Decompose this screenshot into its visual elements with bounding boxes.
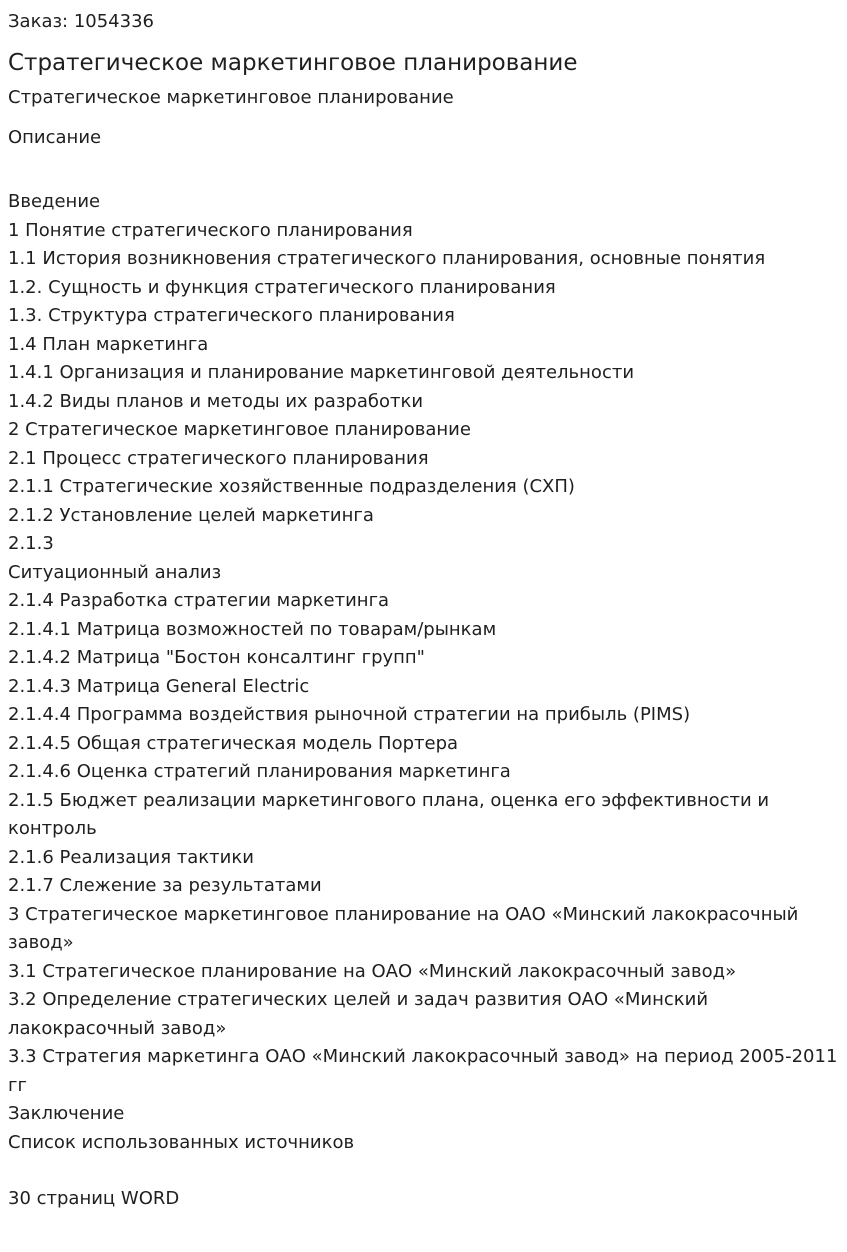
toc-item: 2.1 Процесс стратегического планирования [8,447,429,469]
page-count-note: 30 страниц WORD [8,1188,180,1209]
toc-item: 2 Стратегическое маркетинговое планирование [8,419,471,440]
toc-item: 2.1.4.4 Программа воздействия рыночной стратегии на прибыль (PIMS) [8,704,691,725]
toc-item: 2.1.1 Стратегические хозяйственные подразделения (СХП) [8,476,575,497]
toc-item: 2.1.4.6 Оценка стратегий планирования маркетинга [8,761,511,782]
toc-item: 3 Стратегическое маркетинговое планирование на ОАО «Минский лакокрасочный завод» [8,903,799,953]
toc-item: 2.1.4.2 Матрица "Бостон консалтинг групп" [8,647,425,668]
toc-item: 2.1.4.5 Общая стратегическая модель Портера [8,732,459,754]
toc-item: 1.3. Структура стратегического планирования [8,305,455,326]
order-number: Заказ: 1054336 [8,11,154,32]
toc-item: Список использованных источников [8,1131,355,1153]
toc-item: 2.1.4 Разработка стратегии маркетинга [8,590,390,611]
toc-item: 1 Понятие стратегического планирования [8,219,413,241]
toc-item: Ситуационный анализ [8,561,222,583]
page-subtitle: Стратегическое маркетинговое планирование [8,87,454,108]
toc-item: 2.1.4.3 Матрица General Electric [8,675,310,697]
toc-item: 2.1.7 Слежение за результатами [8,875,322,896]
toc-item: Введение [8,191,101,212]
toc-item: 1.4.2 Виды планов и методы их разработки [8,390,424,412]
toc-item: 2.1.2 Установление целей маркетинга [8,504,374,526]
toc-item: 2.1.6 Реализация тактики [8,846,254,868]
toc-item: 3.2 Определение стратегических целей и задач развития ОАО «Минский лакокрасочный завод» [8,989,709,1039]
toc-item: 1.4.1 Организация и планирование маркетинговой деятельности [8,362,635,383]
toc-item: 2.1.4.1 Матрица возможностей по товарам/рынкам [8,618,497,640]
toc-item: 1.1 История возникновения стратегического планирования, основные понятия [8,248,766,269]
toc-item: 2.1.3 [8,533,54,554]
page-title: Стратегическое маркетинговое планирование [8,50,578,76]
toc-item: Заключение [8,1103,125,1124]
toc-item: 1.4 План маркетинга [8,333,209,355]
description-label: Описание [8,127,102,148]
toc-item: 1.2. Сущность и функция стратегического планирования [8,276,556,298]
toc-item: 2.1.5 Бюджет реализации маркетингового плана, оценка его эффективности и контроль [8,789,770,839]
toc-item: 3.3 Стратегия маркетинга ОАО «Минский лакокрасочный завод» на период 2005-2011 гг [8,1046,838,1096]
table-of-contents [8,188,839,1157]
toc-item: 3.1 Стратегическое планирование на ОАО «Минский лакокрасочный завод» [8,960,737,982]
